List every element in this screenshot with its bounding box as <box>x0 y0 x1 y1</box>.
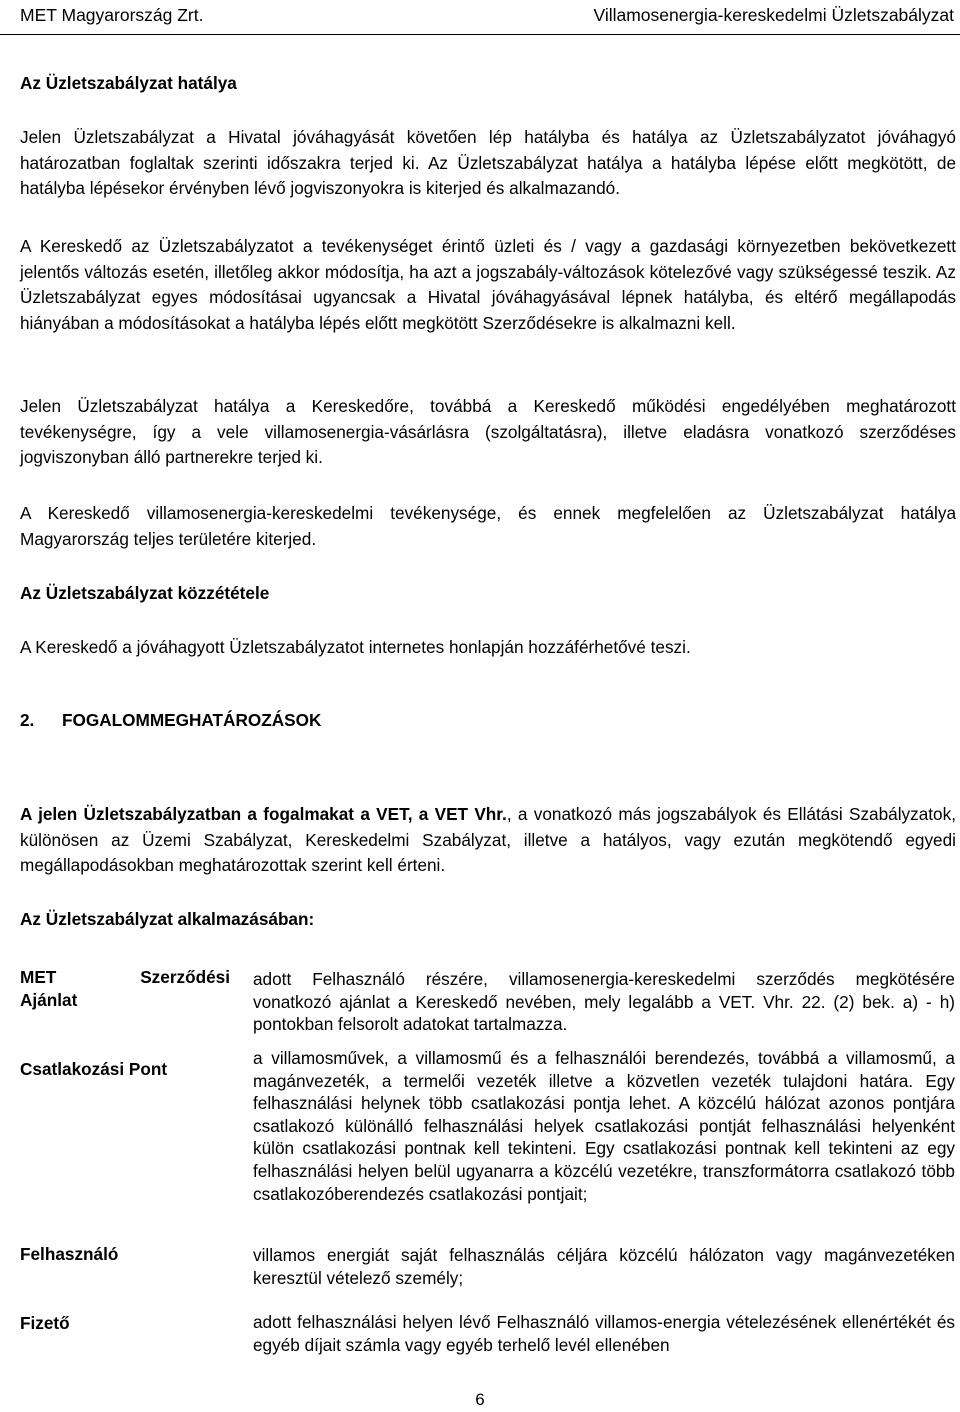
term-word: Ajánlat <box>20 989 78 1010</box>
page-number: 6 <box>475 1390 485 1409</box>
definition: adott felhasználási helyen lévő Felhasználó villamos-energia vételezésének ellenértékét és egyéb díjait számla vagy egyéb terhelő levél ellenében <box>253 1312 955 1355</box>
header-doc-title: Villamosenergia-kereskedelmi Üzletszabályzat <box>593 5 954 25</box>
page-header <box>0 0 960 35</box>
chapter-number: 2. <box>20 710 35 730</box>
intro-bold: A jelen Üzletszabályzatban a fogalmakat a VET, a VET Vhr. <box>20 804 507 824</box>
paragraph: A Kereskedő villamosenergia-kereskedelmi tevékenysége, és ennek megfelelően az Üzletszabályzat hatálya Magyarország teljes területére kiterjed. <box>20 503 956 549</box>
chapter-heading <box>20 708 321 734</box>
term-csatlakozasi-pont: Csatlakozási Pont <box>20 1059 168 1079</box>
definition: villamos energiát saját felhasználás céljára közcélú hálózaton vagy magánvezetéken keresztül vételező személy; <box>253 1245 955 1288</box>
section-title-hataly: Az Üzletszabályzat hatálya <box>20 73 237 93</box>
paragraph: Jelen Üzletszabályzat hatálya a Kereskedőre, továbbá a Kereskedő működési engedélyében meghatározott tevékenységre, így a vele villamosenergia-vásárlásra (szolgáltatásra), illetve eladásra vonatkozó szerződéses jogviszonyban álló partnerekre terjed ki. <box>20 396 956 467</box>
definition: a villamosművek, a villamosmű és a felhasználói berendezés, továbbá a villamosmű, a magánvezeték, a termelői vezeték illetve a közvetlen vezeték tulajdoni határa. Egy felhasználási helynek több csatlakozási pontja lehet. A közcélú hálózat azonos pontjára csatlakozó különálló felhasználási helyek csatlakozási pontját felhasználási helyenként külön csatlakozási pontnak kell tekinteni. Egy csatlakozási pontnak kell tekinteni az egy felhasználási helyen belül ugyanarra a közcélú vezetékre, transzformátorra csatlakozó több csatlakozóberendezés csatlakozási pontjait; <box>253 1048 955 1204</box>
paragraph: A Kereskedő a jóváhagyott Üzletszabályzatot internetes honlapján hozzáférhetővé teszi. <box>20 637 691 657</box>
chapter-title: FOGALOMMEGHATÁROZÁSOK <box>62 710 322 730</box>
term-felhasznalo: Felhasználó <box>20 1244 119 1264</box>
paragraph: Jelen Üzletszabályzat a Hivatal jóváhagyását követően lép hatályba és hatálya az Üzletszabályzatot jóváhagyó határozatban foglaltak szerinti időszakra terjed ki. Az Üzletszabályzat hatálya a hatályba lépése előtt megkötött, de hatályba lépésekor érvényben lévő jogviszonyokra is kiterjed és alkalmazandó. <box>20 127 956 198</box>
definition: adott Felhasználó részére, villamosenergia-kereskedelmi szerződés megkötésére vonatkozó ajánlat a Kereskedő nevében, mely legalább a VET. Vhr. 22. (2) bek. a) - h) pontokban felsorolt adatokat tartalmazza. <box>253 969 955 1035</box>
subsection-title: Az Üzletszabályzat alkalmazásában: <box>20 909 315 929</box>
definitions-intro <box>20 802 956 879</box>
term-word: MET <box>20 967 57 987</box>
section-title-kozzetetel: Az Üzletszabályzat közzététele <box>20 583 270 603</box>
term-fizeto: Fizető <box>20 1313 70 1333</box>
paragraph: A Kereskedő az Üzletszabályzatot a tevékenységet érintő üzleti és / vagy a gazdasági környezetben bekövetkezett jelentős változás esetén, illetőleg akkor módosítja, ha azt a jogszabály-változások kötelezővé vagy szükségessé teszik. Az Üzletszabályzat egyes módosításai ugyancsak a Hivatal jóváhagyásával lépnek hatályba, és eltérő megállapodás hiányában a módosításokat a hatályba lépés előtt megkötött Szerződésekre is alkalmazni kell. <box>20 236 956 333</box>
term-word: Szerződési <box>140 967 230 987</box>
header-company: MET Magyarország Zrt. <box>20 5 204 25</box>
intro-rest: , a vonatkozó más jogszabályok és Ellátási Szabályzatok, különösen az Üzemi Szabályzat, Kereskedelmi Szabályzat, illetve a hatályos, vagy ezután megkötendő egyedi megállapodásokban meghatározottak szerint kell érteni. <box>20 804 956 875</box>
term-met-szerzodesi-ajanlat <box>20 966 230 1011</box>
